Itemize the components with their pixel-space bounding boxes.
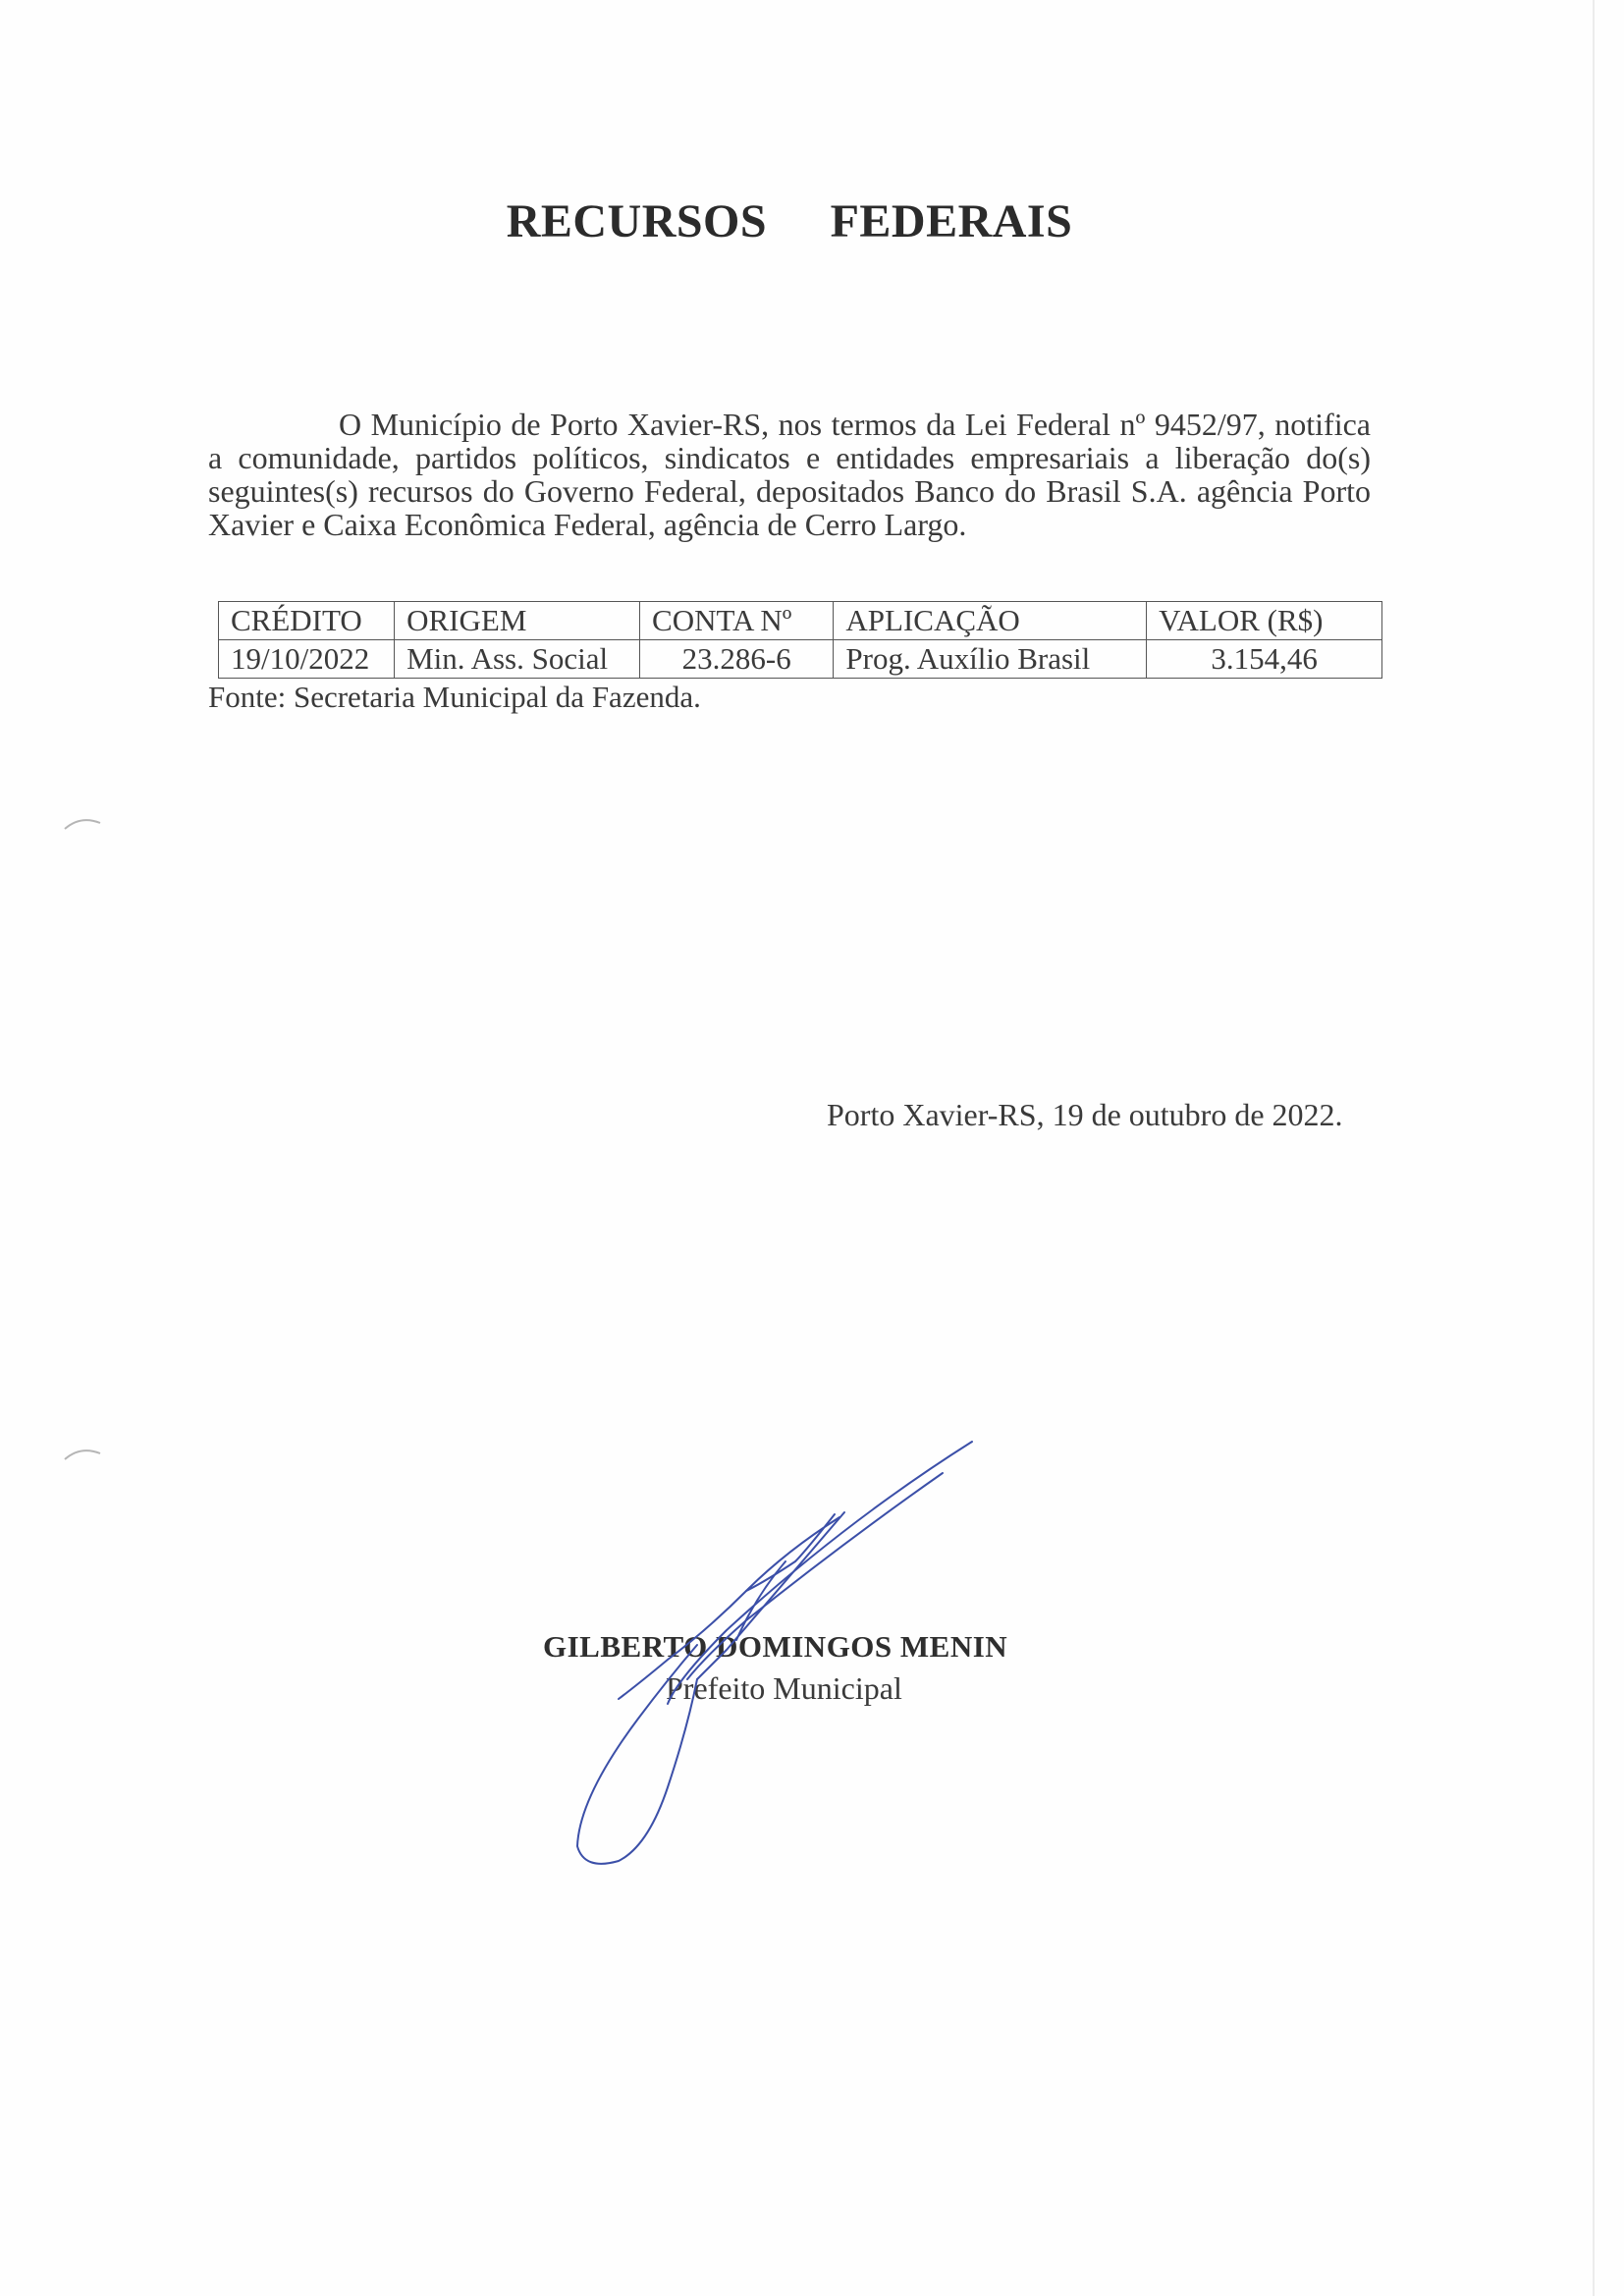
table-header-row xyxy=(219,602,1382,640)
source-note: Fonte: Secretaria Municipal da Fazenda. xyxy=(208,680,701,714)
header-credito: CRÉDITO xyxy=(219,602,395,640)
header-conta: CONTA Nº xyxy=(640,602,834,640)
intro-paragraph: O Município de Porto Xavier-RS, nos termos da Lei Federal nº 9452/97, notifica a comunidade, partidos políticos, sindicatos e entidades empresariais a liberação do(s) seguintes(s) recursos do Governo Federal, depositados Banco do Brasil S.A. agência Porto Xavier e Caixa Econômica Federal, agência de Cerro Largo. xyxy=(208,407,1371,542)
cell-valor: 3.154,46 xyxy=(1147,640,1382,679)
cell-origem: Min. Ass. Social xyxy=(395,640,640,679)
place-date: Porto Xavier-RS, 19 de outubro de 2022. xyxy=(827,1097,1343,1132)
punch-hole-mark xyxy=(61,1444,108,1463)
header-aplicacao: APLICAÇÃO xyxy=(834,602,1147,640)
page-edge-shadow xyxy=(1593,0,1595,2296)
resources-table xyxy=(218,601,1382,679)
header-valor: VALOR (R$) xyxy=(1147,602,1382,640)
punch-hole-mark xyxy=(61,813,108,833)
handwritten-signature xyxy=(550,1434,1001,1886)
header-origem: ORIGEM xyxy=(395,602,640,640)
signer-role: Prefeito Municipal xyxy=(666,1670,902,1706)
signer-name: GILBERTO DOMINGOS MENIN xyxy=(543,1629,1008,1664)
table-row xyxy=(219,640,1382,679)
document-title: RECURSOS FEDERAIS xyxy=(506,195,1073,247)
cell-conta: 23.286-6 xyxy=(640,640,834,679)
cell-credito: 19/10/2022 xyxy=(219,640,395,679)
cell-aplicacao: Prog. Auxílio Brasil xyxy=(834,640,1147,679)
